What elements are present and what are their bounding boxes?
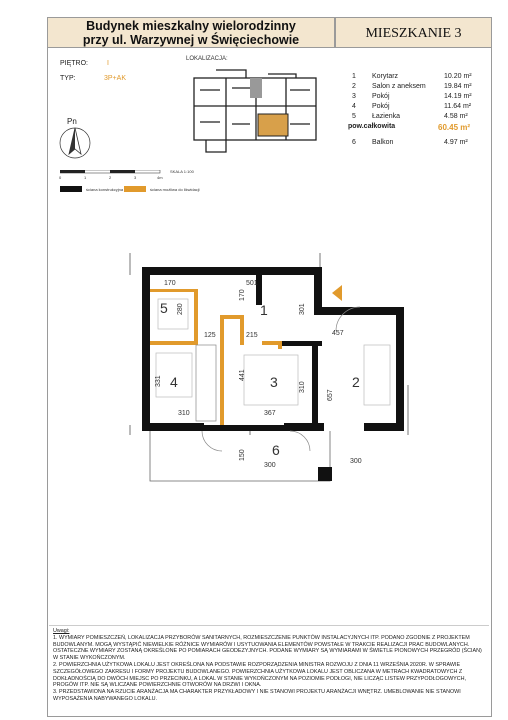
- svg-text:300: 300: [350, 458, 362, 465]
- room-number-3: 3: [270, 374, 278, 390]
- title-line-1: Budynek mieszkalny wielorodzinny: [86, 19, 296, 33]
- svg-text:150: 150: [239, 449, 246, 461]
- svg-text:170: 170: [239, 289, 246, 301]
- floor-label: PIĘTRO:: [60, 60, 89, 67]
- room-number-4: 4: [170, 374, 178, 390]
- north-label: Pn: [67, 117, 77, 126]
- building-title: [47, 17, 335, 48]
- compass-icon: [58, 126, 92, 160]
- svg-text:501: 501: [246, 280, 258, 287]
- svg-text:125: 125: [204, 332, 216, 339]
- svg-text:170: 170: [164, 280, 176, 287]
- note-item: 1. WYMIARY POMIESZCZEŃ, LOKALIZACJA PRZYBORÓW SANITARNYCH, ROZMIESZCZENIE PUNKTÓW INSTALACYJNYCH ITP. PODANO ZGODNIE Z PROJEKTEM BUDOWLANYM. MOGĄ WYSTĄPIĆ NIEWIELKIE RÓŻNICE WYMIARÓW I USYTUOWANIA ELEMENTÓW POWSTAŁE W TRAKCIE REALIZACJI PRAC BUDOWLANYCH. OSTATECZNE WYMIARY ZOSTANĄ OKREŚLONE PO POMIARACH GEODEZYJNYCH. PODANE WYMIARY SĄ WYMIARAMI W ŚWIETLE PIONOWYCH PRZEGRÓD (ŚCIAN) W STANIE WYKOŃCZONYM.: [53, 634, 482, 662]
- floor-plan: [120, 245, 420, 495]
- legend-structural: ściana konstrukcyjna: [86, 187, 124, 192]
- room-number-5: 5: [160, 300, 168, 316]
- svg-text:300: 300: [264, 462, 276, 469]
- svg-text:301: 301: [299, 303, 306, 315]
- room-number-1: 1: [260, 302, 268, 318]
- apartment-title: MIESZKANIE 3: [335, 17, 492, 48]
- svg-text:310: 310: [178, 410, 190, 417]
- svg-text:280: 280: [177, 303, 184, 315]
- svg-text:310: 310: [299, 381, 306, 393]
- svg-text:367: 367: [264, 410, 276, 417]
- note-item: 3. PRZEDSTAWIONA NA RZUCIE ARANŻACJA MA CHARAKTER PRZYKŁADOWY I NIE STANOWI PROJEKTU ARANŻACJI WNĘTRZ. UMEBLOWANIE NIE STANOWI WYPOSAŻENIA NABYWANEGO LOKALU.: [53, 689, 461, 702]
- notes-title: Uwagi:: [53, 628, 70, 634]
- room-number-6: 6: [272, 442, 280, 458]
- type-value: 3P+AK: [104, 75, 126, 82]
- scale-bar: [60, 170, 170, 184]
- location-label: LOKALIZACJA:: [186, 56, 228, 62]
- legend-structural-swatch: [60, 186, 82, 192]
- note-item: 2. POWIERZCHNIA UŻYTKOWA LOKALU JEST OKREŚLONA NA PODSTAWIE ROZPORZĄDZENIA MINISTRA ROZWOJU Z DNIA 11 WRZEŚNIA 2020R. W SPRAWIE SZCZEGÓŁOWEGO ZAKRESU I FORMY PROJEKTU BUDOWLANEGO. POWIERZCHNIA UŻYTKOWA LOKALU JEST OBLICZANA W METRACH KWADRATOWYCH Z DOKŁADNOŚCIĄ DO DWÓCH MIEJSC PO PRZECINKU, A LOKAL W STANIE WYKOŃCZONYM NA POZIOMIE PODŁOGI, NIE LICZĄC LISTEW PRZYPODŁOGOWYCH, PROGÓW ITP. NIE SĄ WLICZANE POWIERZCHNIE OTWORÓW NA DRZWI I OKNA.: [53, 661, 467, 689]
- legend-demolish-swatch: [124, 186, 146, 192]
- svg-text:331: 331: [155, 375, 162, 387]
- room-number-2: 2: [352, 374, 360, 390]
- floor-value: I: [107, 60, 109, 67]
- scale-label: SKALA 1:100: [170, 169, 194, 174]
- title-line-2: przy ul. Warzywnej w Święciechowie: [82, 33, 300, 47]
- notes: [49, 625, 489, 715]
- svg-text:657: 657: [327, 389, 334, 401]
- type-label: TYP:: [60, 75, 76, 82]
- legend-demolish: ściana możliwa do likwidacji: [150, 187, 200, 192]
- svg-text:457: 457: [332, 330, 344, 337]
- svg-text:441: 441: [239, 369, 246, 381]
- location-map: [186, 66, 328, 158]
- svg-text:215: 215: [246, 332, 258, 339]
